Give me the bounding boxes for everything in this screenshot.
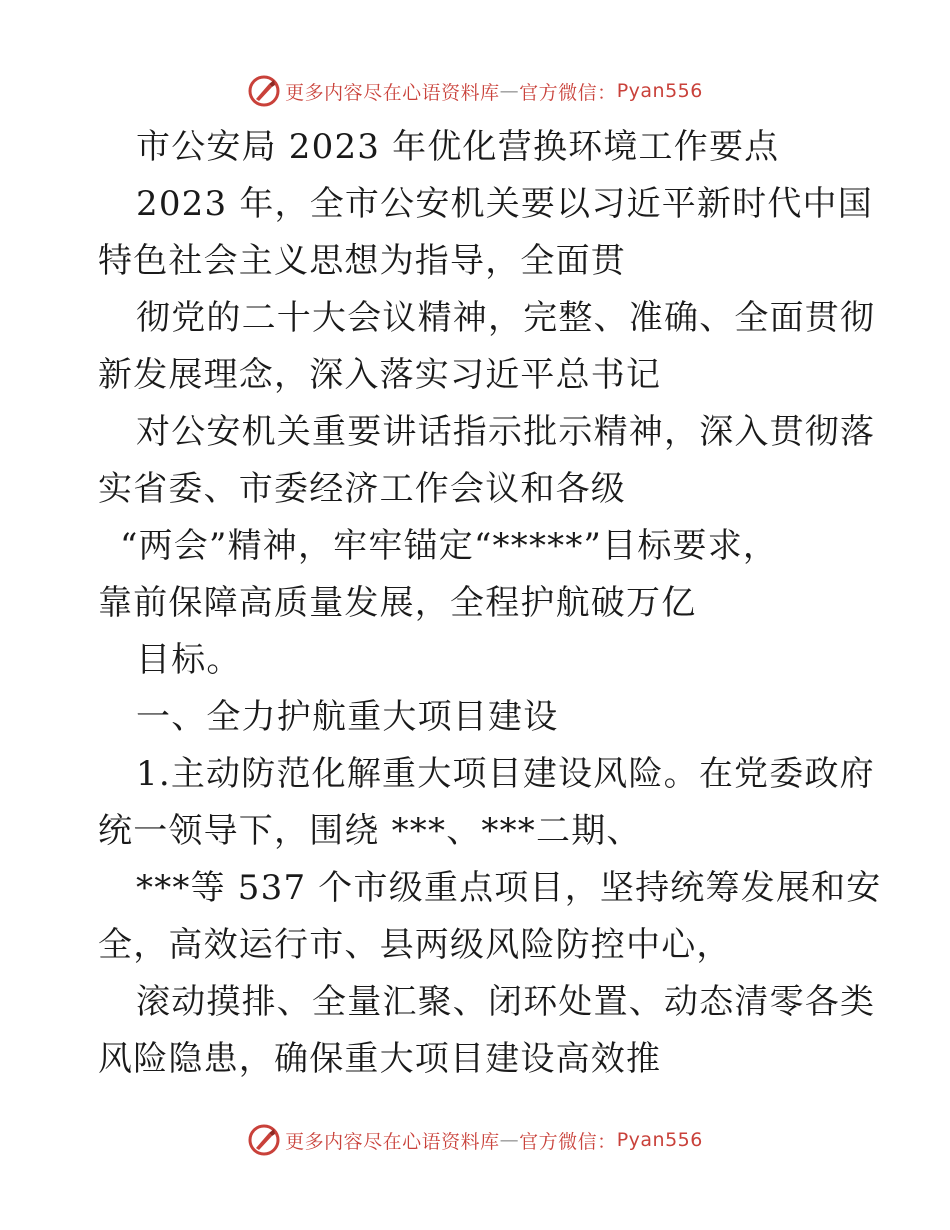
text-line: 滚动摸排、全量汇聚、闭环处置、动态清零各类 [136, 982, 876, 1022]
text-line: 对公安机关重要讲话指示批示精神，深入贯彻落 [136, 412, 876, 452]
text-line: 特色社会主义思想为指导，全面贯 [98, 241, 626, 281]
text-line: 统一领导下，围绕 ***、***二期、 [98, 811, 642, 851]
watermark-account: Pyan556 [616, 80, 703, 102]
text-line: 靠前保障高质量发展，全程护航破万亿 [98, 583, 697, 623]
watermark-account: Pyan556 [616, 1129, 703, 1151]
text-line: 1.主动防范化解重大项目建设风险。在党委政府 [136, 754, 875, 794]
watermark-main-text: 更多内容尽在心语资料库 [285, 1130, 500, 1153]
document-title: 市公安局 2023 年优化营换环境工作要点 [136, 127, 780, 167]
quill-pen-logo-icon [247, 1123, 281, 1157]
text-line: 风险隐患，确保重大项目建设高效推 [98, 1039, 662, 1079]
text-line: ***等 537 个市级重点项目，坚持统筹发展和安 [136, 868, 882, 908]
watermark-label: 官方微信： [519, 1130, 617, 1153]
text-line: 新发展理念，深入落实习近平总书记 [98, 355, 662, 395]
watermark-main-text: 更多内容尽在心语资料库 [285, 81, 500, 104]
watermark-dash: — [499, 1129, 520, 1151]
watermark-dash: — [499, 80, 520, 102]
section-heading: 一、全力护航重大项目建设 [136, 697, 559, 737]
footer-watermark [0, 1120, 950, 1160]
text-line: 实省委、市委经济工作会议和各级 [98, 469, 626, 509]
text-line: “两会”精神，牢牢锚定“*****”目标要求， [120, 526, 779, 566]
text-line: 2023 年，全市公安机关要以习近平新时代中国 [136, 184, 873, 224]
watermark-label: 官方微信： [519, 81, 617, 104]
text-line: 彻党的二十大会议精神，完整、准确、全面贯彻 [136, 298, 876, 338]
text-line: 目标。 [136, 640, 242, 680]
text-line: 全，高效运行市、县两级风险防控中心， [98, 925, 732, 965]
